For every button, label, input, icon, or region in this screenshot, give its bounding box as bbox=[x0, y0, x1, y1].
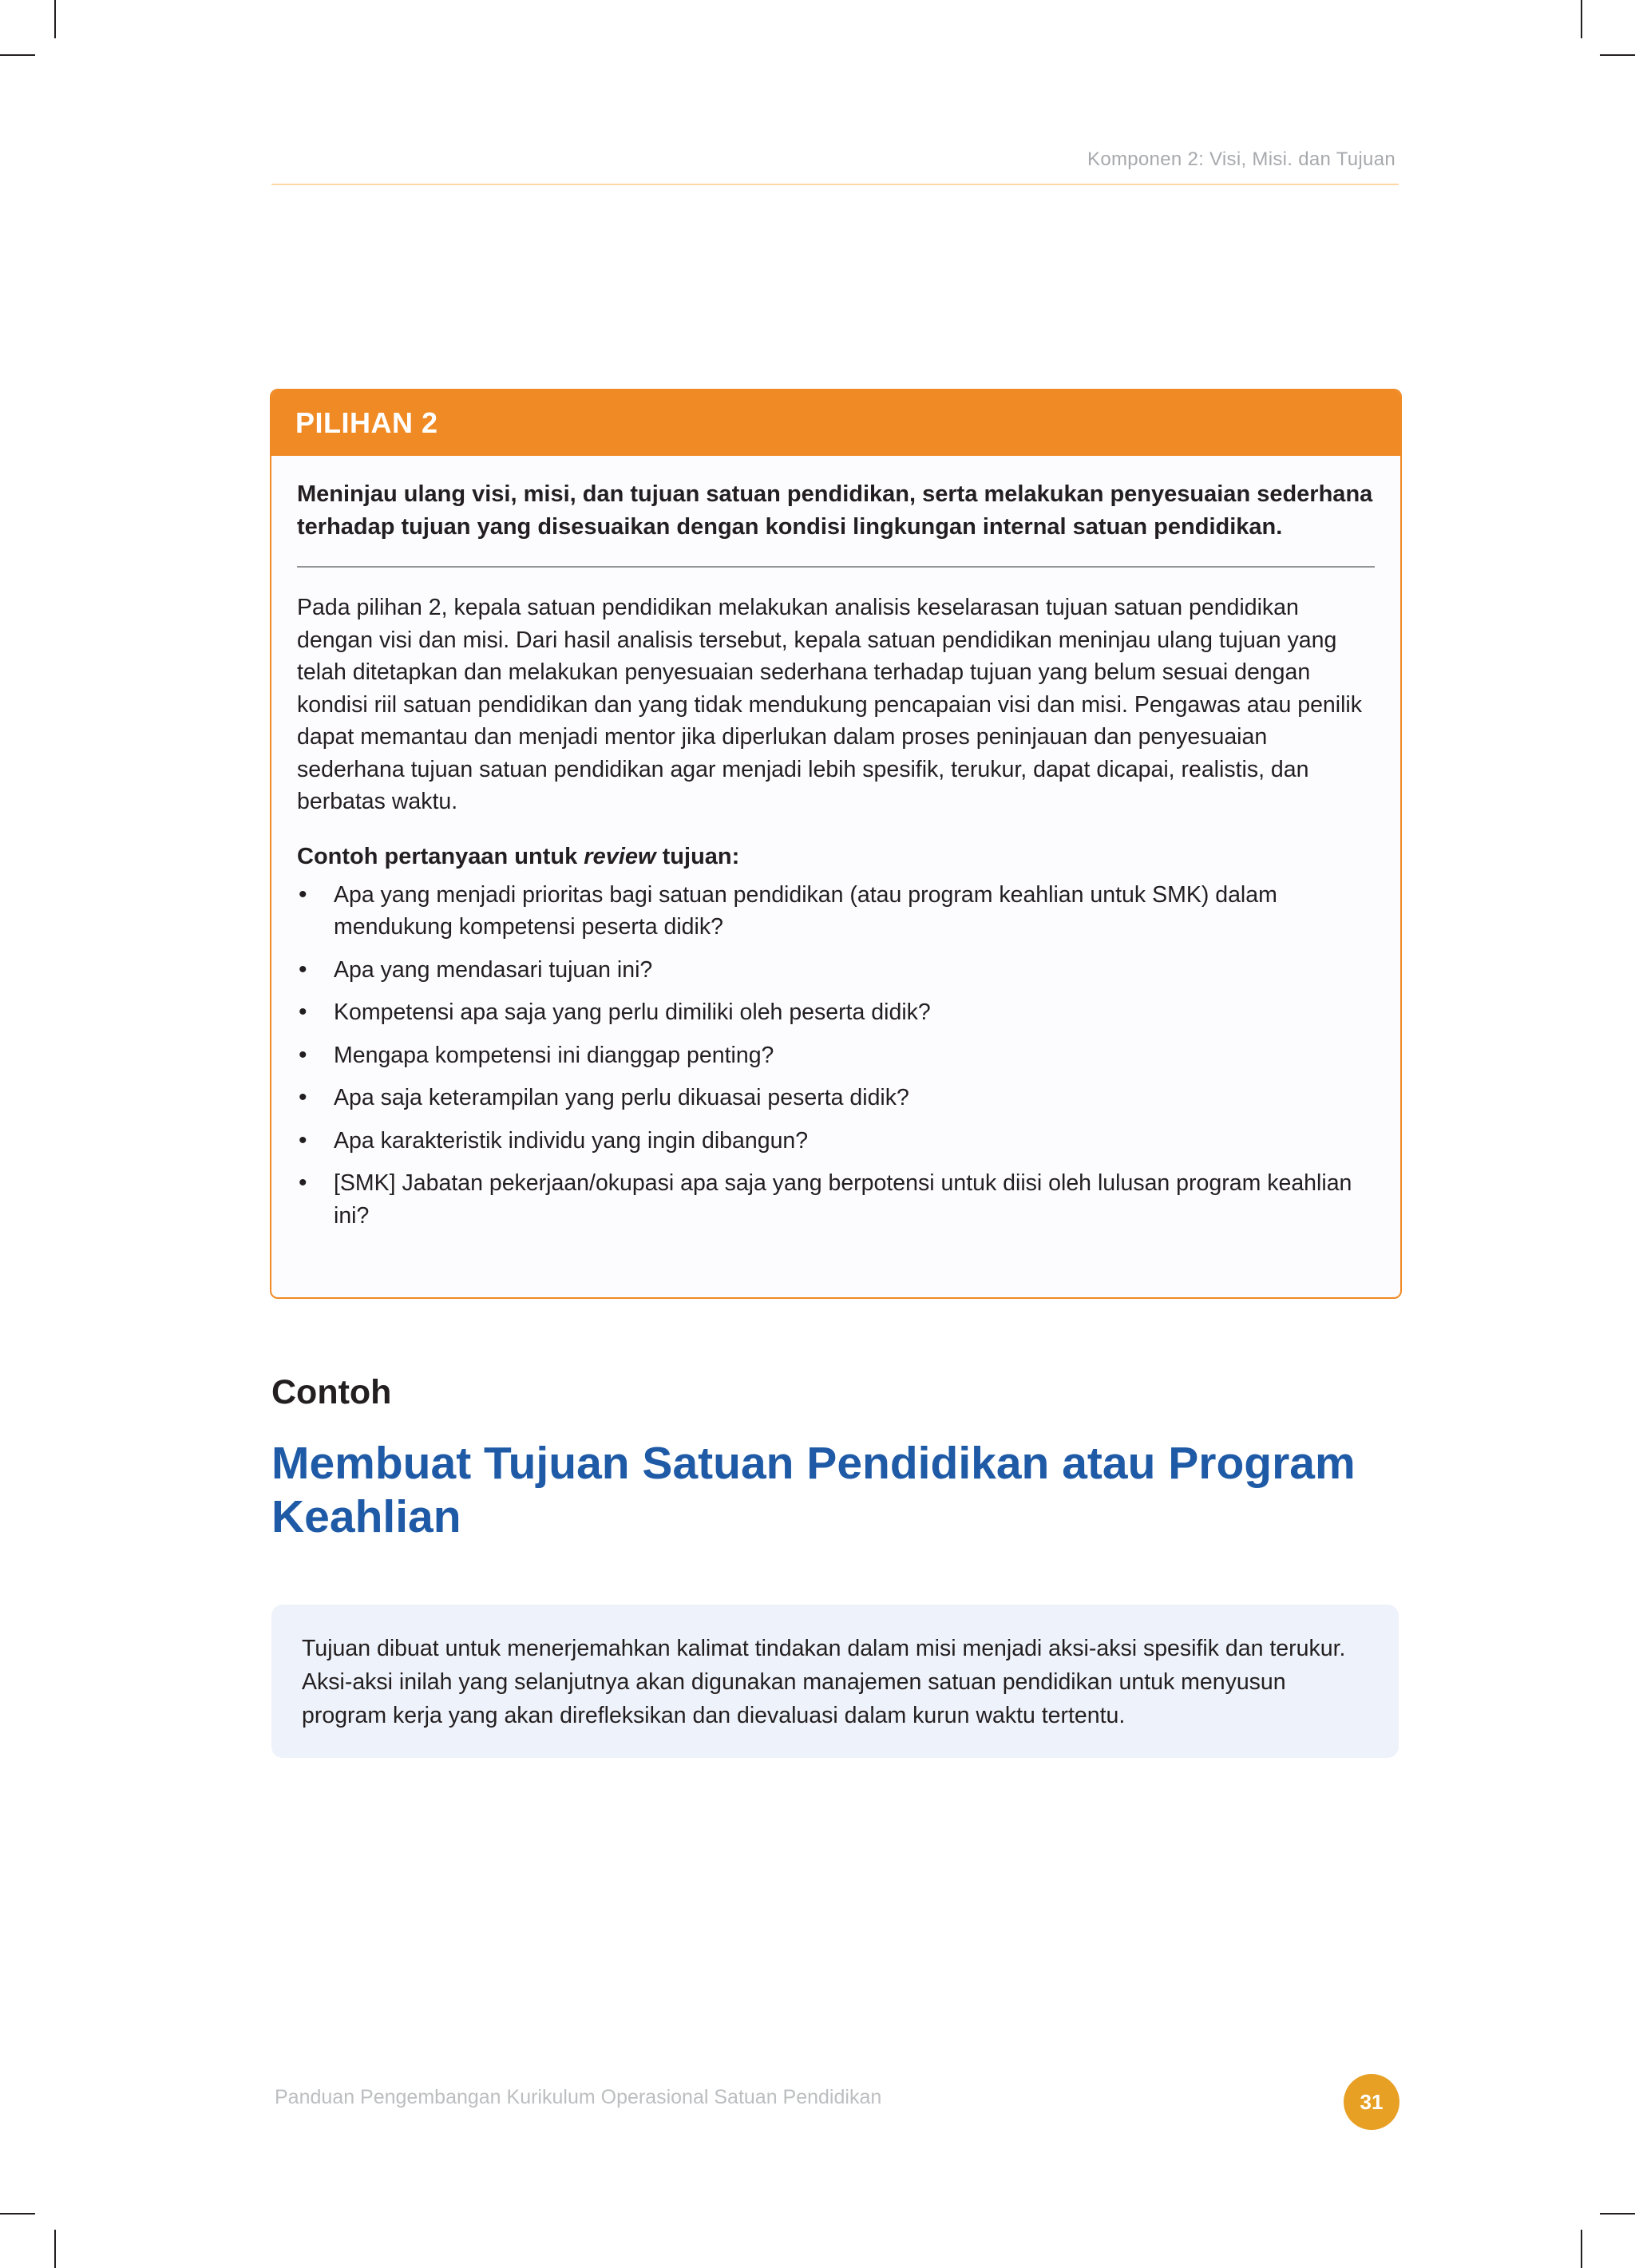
footer-book-title: Panduan Pengembangan Kurikulum Operasional Satuan Pendidikan bbox=[275, 2086, 882, 2108]
running-header: Komponen 2: Visi, Misi. dan Tujuan bbox=[1087, 148, 1395, 170]
question-heading-post: tujuan: bbox=[655, 843, 740, 869]
option-box bbox=[270, 389, 1402, 1299]
summary-text: Tujuan dibuat untuk menerjemahkan kalimat tindakan dalam misi menjadi aksi-aksi spesifik dan terukur. Aksi-aksi inilah yang selanjutnya akan digunakan manajemen satuan pendidikan untuk menyusun program kerja yang akan direfleksikan dan dievaluasi dalam kurun waktu tertentu. bbox=[302, 1636, 1346, 1728]
question-item bbox=[297, 1039, 1375, 1072]
crop-mark bbox=[1600, 2213, 1635, 2215]
question-text: Apa karakteristik individu yang ingin dibangun? bbox=[334, 1127, 809, 1154]
question-item bbox=[297, 954, 1375, 987]
example-label: Contoh bbox=[271, 1373, 392, 1411]
crop-mark bbox=[54, 0, 56, 38]
summary-box bbox=[271, 1605, 1399, 1758]
option-lead: Meninjau ulang visi, misi, dan tujuan satuan pendidikan, serta melakukan penyesuaian sederhana terhadap tujuan yang disesuaikan dengan kondisi lingkungan internal satuan pendidikan. bbox=[297, 478, 1375, 568]
question-item bbox=[297, 996, 1375, 1029]
question-text: [SMK] Jabatan pekerjaan/okupasi apa saja yang berpotensi untuk diisi oleh lulusan program keahlian ini? bbox=[334, 1170, 1352, 1229]
question-heading bbox=[297, 841, 1375, 873]
question-item bbox=[297, 1082, 1375, 1114]
bullet-icon: • bbox=[299, 1041, 307, 1068]
crop-mark bbox=[54, 2230, 56, 2268]
question-text: Apa yang mendasari tujuan ini? bbox=[334, 956, 653, 983]
header-divider bbox=[271, 184, 1399, 185]
crop-mark bbox=[0, 54, 35, 56]
bullet-icon: • bbox=[299, 1084, 307, 1110]
question-heading-italic: review bbox=[584, 843, 656, 869]
bullet-icon: • bbox=[299, 1126, 307, 1154]
question-text: Mengapa kompetensi ini dianggap penting? bbox=[334, 1042, 774, 1068]
question-item bbox=[297, 1167, 1375, 1232]
bullet-icon: • bbox=[299, 999, 307, 1025]
question-heading-pre: Contoh pertanyaan untuk bbox=[297, 843, 584, 869]
option-title: PILIHAN 2 bbox=[271, 390, 1400, 456]
crop-mark bbox=[1600, 54, 1635, 56]
question-text: Kompetensi apa saja yang perlu dimiliki oleh peserta didik? bbox=[334, 999, 931, 1025]
example-title: Membuat Tujuan Satuan Pendidikan atau Program Keahlian bbox=[271, 1438, 1356, 1542]
option-body: Pada pilihan 2, kepala satuan pendidikan melakukan analisis keselarasan tujuan satuan pendidikan dengan visi dan misi. Dari hasil analisis tersebut, kepala satuan pendidikan meninjau ulang tujuan yang telah ditetapkan dan melakukan penyesuaian sederhana terhadap tujuan yang belum sesuai dengan kondisi riil satuan pendidikan dan yang tidak mendukung pencapaian visi dan misi. Pengawas atau penilik dapat memantau dan menjadi mentor jika diperlukan dalam proses peninjauan dan penyesuaian sederhana tujuan satuan pendidikan agar menjadi lebih spesifik, terukur, dapat dicapai, realistis, dan berbatas waktu. bbox=[297, 595, 1363, 814]
question-text: Apa yang menjadi prioritas bagi satuan pendidikan (atau program keahlian untuk SMK) dalam mendukung kompetensi peserta didik? bbox=[334, 881, 1277, 940]
bullet-icon: • bbox=[299, 956, 307, 983]
page-number-badge: 31 bbox=[1344, 2074, 1399, 2130]
question-list bbox=[297, 879, 1375, 1233]
question-item bbox=[297, 1125, 1375, 1158]
crop-mark bbox=[0, 2213, 35, 2215]
crop-mark bbox=[1581, 2230, 1582, 2268]
bullet-icon: • bbox=[299, 881, 307, 908]
crop-mark bbox=[1581, 0, 1582, 38]
question-text: Apa saja keterampilan yang perlu dikuasai peserta didik? bbox=[334, 1085, 909, 1110]
question-item bbox=[297, 879, 1375, 944]
bullet-icon: • bbox=[299, 1170, 307, 1196]
